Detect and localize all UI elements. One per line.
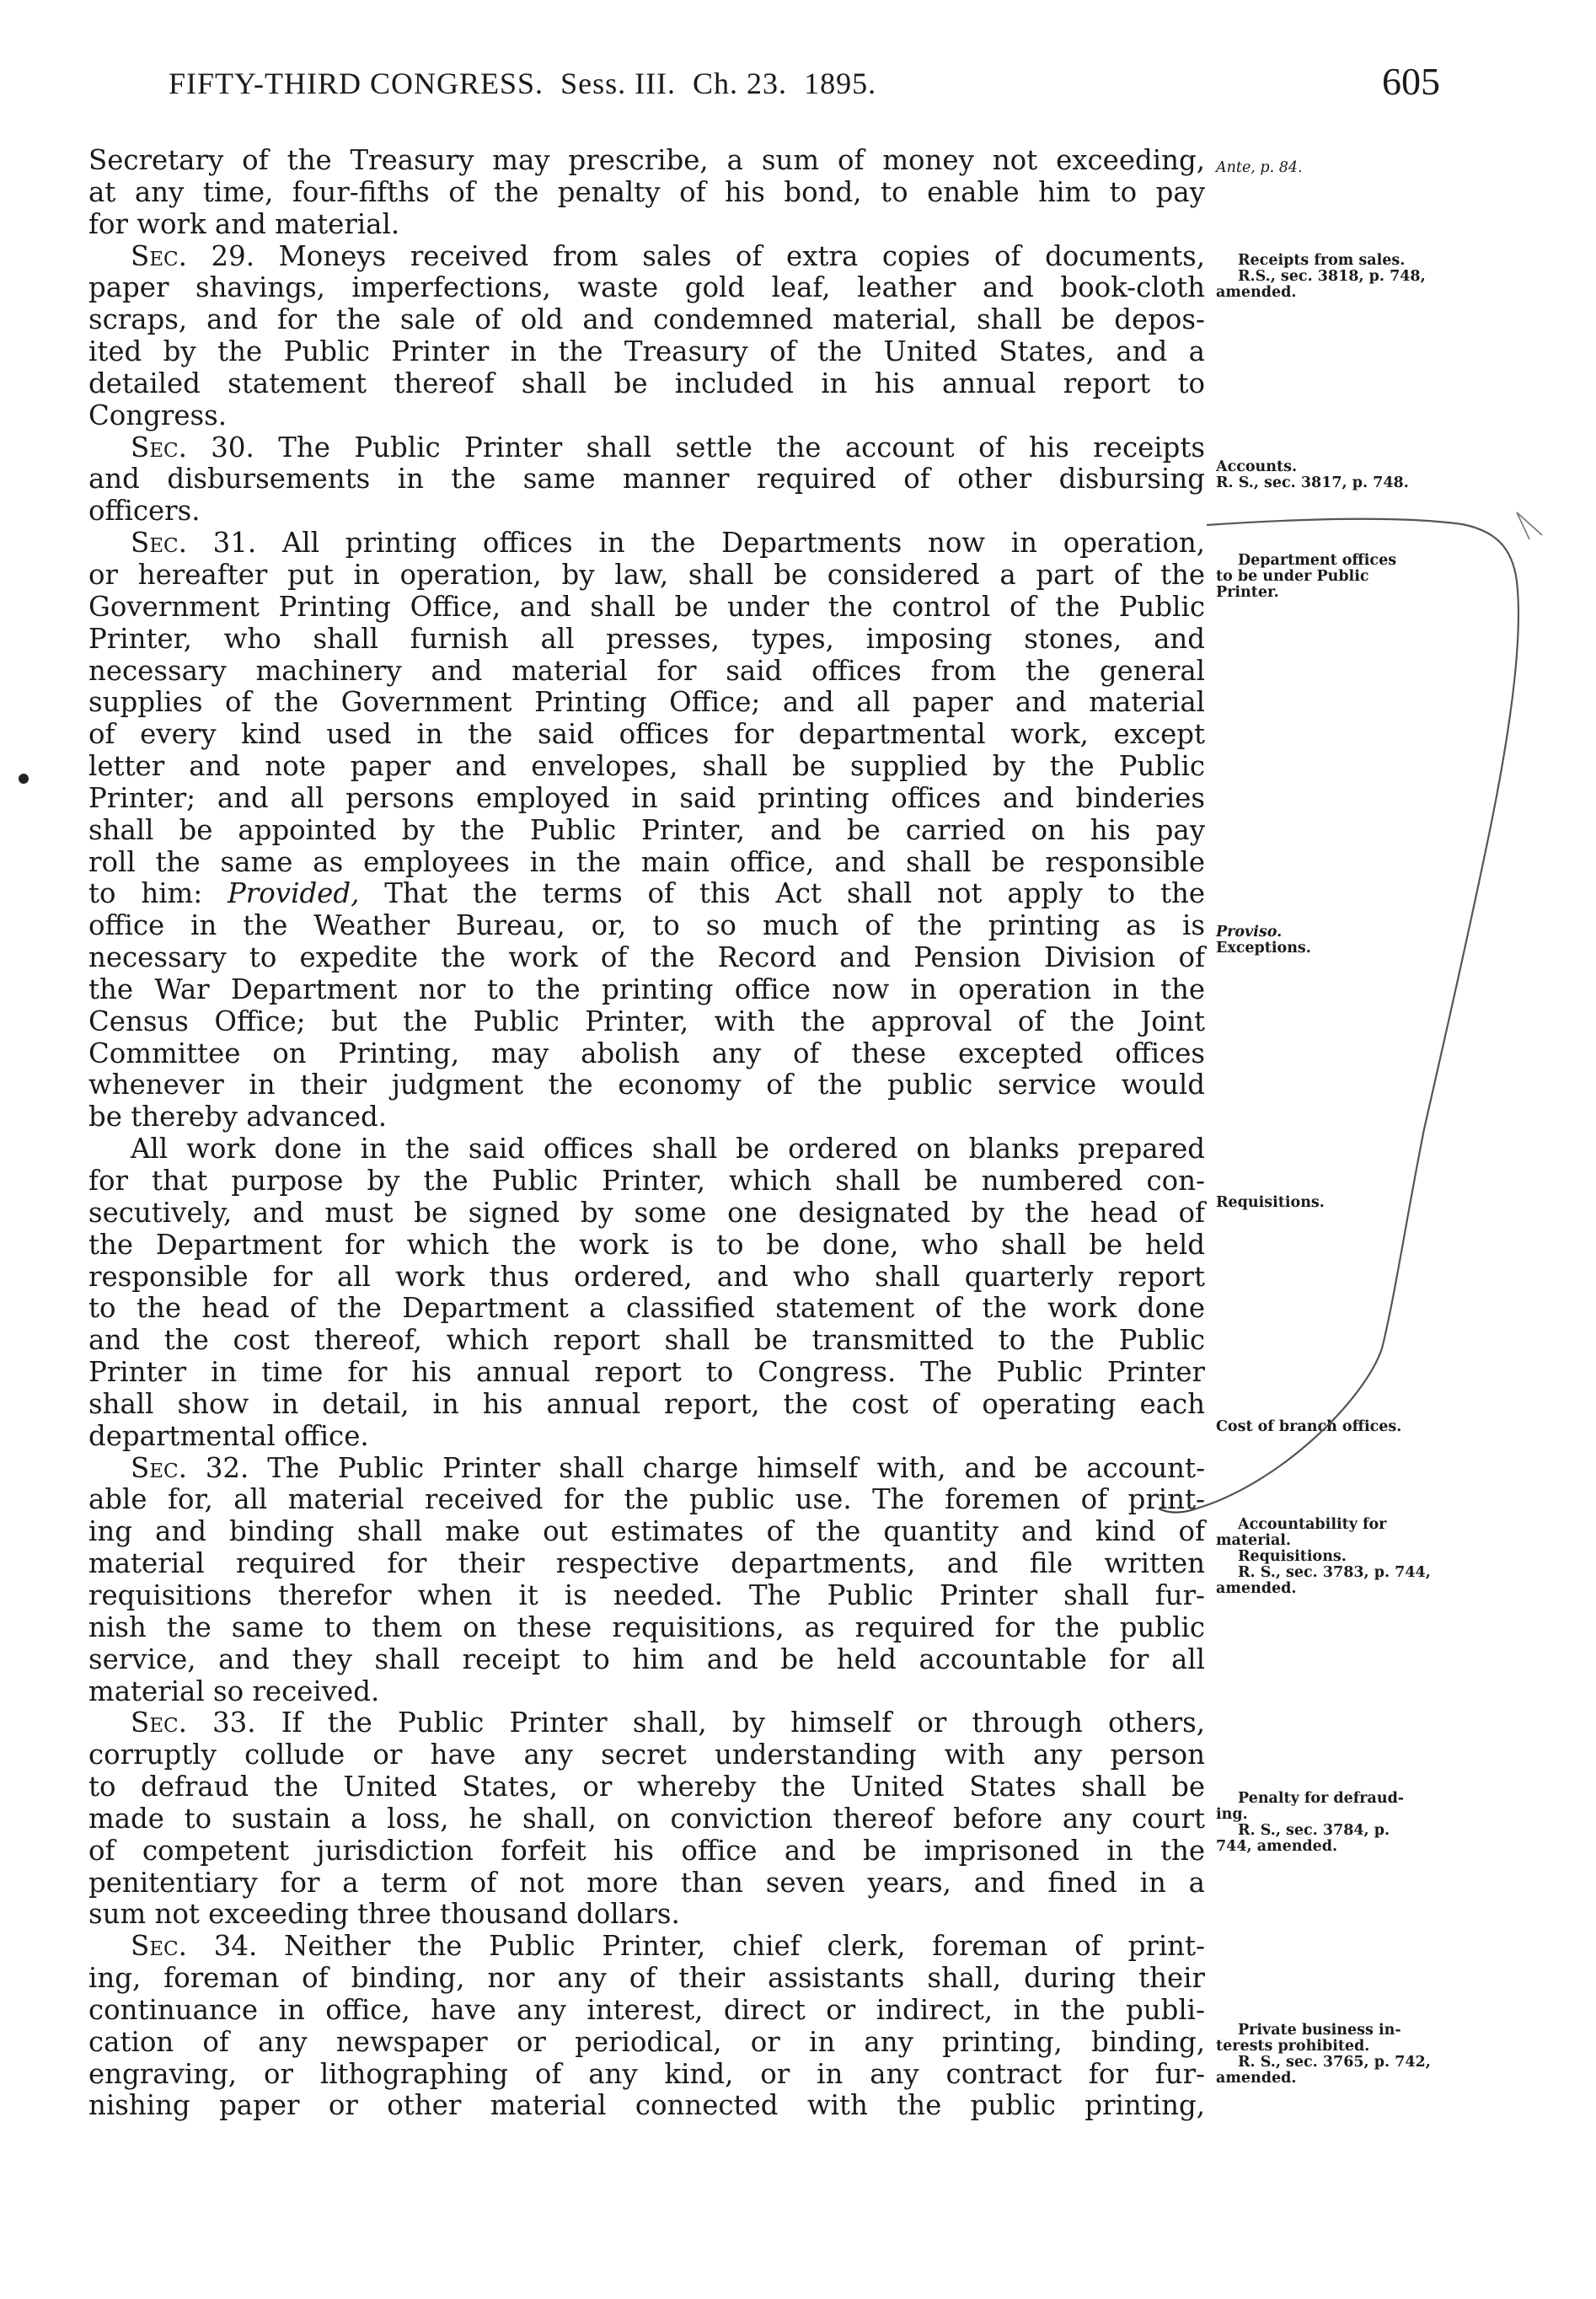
note-line: material. (1216, 1532, 1292, 1549)
section-label: Sec. 32. (131, 1451, 249, 1484)
year: 1895. (804, 67, 877, 100)
note-line: Accountability for (1238, 1516, 1387, 1533)
text-run: The Public Printer shall settle the account of his receipts (278, 431, 1206, 464)
text-line (88, 878, 1205, 910)
statute-text (88, 145, 1205, 2122)
text-line: the Department for which the work is to be done, who shall be held (88, 1228, 1205, 1261)
text-line: nish the same to them on these requisitions, as required for the public (88, 1610, 1205, 1643)
text-line: Census Office; but the Public Printer, with the approval of the Joint (88, 1005, 1205, 1037)
congress-title: FIFTY-THIRD CONGRESS. (169, 67, 544, 100)
text-line: sum not exceeding three thousand dollars. (88, 1898, 680, 1931)
section-label: Sec. 33. (131, 1707, 256, 1739)
pencil-bracket-line (1197, 519, 1518, 1509)
text-line: Printer; and all persons employed in said printing offices and binderies (88, 781, 1205, 814)
margin-dot (19, 774, 29, 784)
margin-note-accounts (1216, 459, 1469, 491)
section-30 (88, 432, 1205, 528)
text-line (88, 432, 1205, 464)
text-run: The Public Printer shall charge himself with, and be account- (267, 1451, 1206, 1484)
section-34 (88, 1931, 1205, 2122)
section-label: Sec. 30. (131, 431, 254, 464)
note-line: Penalty for defraud- (1238, 1790, 1405, 1807)
section-31 (88, 528, 1205, 1133)
text-line: continuance in office, have any interest, direct or indirect, in the publi- (88, 1993, 1205, 2026)
text-line: penitentiary for a term of not more than seven years, and fined in a (88, 1866, 1205, 1899)
text-line: necessary to expedite the work of the Record and Pension Division of (88, 941, 1205, 974)
margin-note-penalty (1216, 1791, 1469, 1855)
margin-note-requisitions: Requisitions. (1216, 1194, 1325, 1211)
note-line: amended. (1216, 284, 1297, 301)
text-line: material required for their respective departments, and file written (88, 1547, 1205, 1580)
proviso-word: Provided, (228, 877, 360, 910)
text-line: of competent jurisdiction forfeit his office and be imprisoned in the (88, 1834, 1205, 1867)
text-line: detailed statement thereof shall be included in his annual report to (88, 367, 1205, 399)
text-line: paper shavings, imperfections, waste gold leaf, leather and book-cloth (88, 271, 1205, 304)
text-line: Secretary of the Treasury may prescribe, a sum of money not exceeding, (88, 144, 1205, 176)
text-line: departmental office. (88, 1419, 369, 1452)
text-line: Committee on Printing, may abolish any of these excepted offices (88, 1037, 1205, 1069)
text-line: Government Printing Office, and shall be under the control of the Public (88, 590, 1205, 623)
note-line: Printer. (1216, 584, 1279, 601)
text-line: office in the Weather Bureau, or, to so much of the printing as is (88, 909, 1205, 942)
text-line: the War Department nor to the printing office now in operation in the (88, 973, 1205, 1005)
text-line: or hereafter put in operation, by law, shall be considered a part of the (88, 558, 1205, 591)
text-line (88, 1707, 1205, 1739)
note-line: Department offices (1238, 552, 1397, 569)
text-run: All printing offices in the Departments now in operation, (281, 527, 1205, 560)
paragraph-continuation (88, 145, 1205, 241)
text-line: necessary machinery and material for said offices from the general (88, 654, 1205, 687)
note-line: Private business in- (1238, 2022, 1401, 2039)
section-29 (88, 241, 1205, 432)
note-line: ing. (1216, 1806, 1248, 1823)
text-line: ing and binding shall make out estimates of the quantity and kind of (88, 1515, 1205, 1548)
margin-note-accountability (1216, 1517, 1469, 1597)
running-head (169, 66, 876, 101)
text-run: If the Public Printer shall, by himself or through others, (281, 1707, 1206, 1739)
text-run: to him: (88, 877, 203, 910)
text-line: for work and material. (88, 207, 400, 240)
note-line: Requisitions. (1238, 1548, 1347, 1565)
note-line: to be under Public (1216, 568, 1369, 585)
text-line: to the head of the Department a classified statement of the work done (88, 1292, 1205, 1325)
section-33 (88, 1707, 1205, 1931)
text-line: material so received. (88, 1675, 380, 1707)
note-line: Receipts from sales. (1238, 252, 1406, 269)
text-line: to defraud the United States, or whereby the United States shall be (88, 1771, 1205, 1803)
text-line: of every kind used in the said offices for departmental work, except (88, 718, 1205, 751)
text-line: Printer in time for his annual report to Congress. The Public Printer (88, 1356, 1205, 1389)
note-line: amended. (1216, 2070, 1297, 2087)
note-line: Accounts. (1216, 458, 1298, 475)
section-label: Sec. 34. (131, 1930, 258, 1963)
margin-note-receipts (1216, 253, 1469, 301)
page-number: 605 (1382, 60, 1440, 103)
text-line: made to sustain a loss, he shall, on conviction thereof before any court (88, 1802, 1205, 1835)
note-line: 744, amended. (1216, 1838, 1338, 1855)
text-line: Printer, who shall furnish all presses, types, imposing stones, and (88, 622, 1205, 655)
note-line: R.S., sec. 3818, p. 748, (1238, 268, 1426, 285)
note-line: Proviso. (1216, 924, 1283, 940)
note-line: R. S., sec. 3817, p. 748. (1216, 474, 1409, 491)
text-line: shall be appointed by the Public Printer, and be carried on his pay (88, 813, 1205, 846)
pencil-top-hook (1517, 512, 1542, 539)
text-line (88, 241, 1205, 273)
text-line: able for, all material received for the public use. The foremen of print- (88, 1483, 1205, 1516)
note-line: Exceptions. (1216, 940, 1311, 957)
text-line: cation of any newspaper or periodical, or in any printing, binding, (88, 2025, 1205, 2058)
text-line: service, and they shall receipt to him and be held accountable for all (88, 1643, 1205, 1675)
text-line: officers. (88, 495, 201, 528)
note-line: terests prohibited. (1216, 2038, 1370, 2055)
session: Sess. III. (560, 67, 677, 100)
text-line: ing, foreman of binding, nor any of their assistants shall, during their (88, 1962, 1205, 1995)
margin-note-proviso (1216, 924, 1469, 957)
text-line: letter and note paper and envelopes, shall be supplied by the Public (88, 750, 1205, 783)
text-line: secutively, and must be signed by some one designated by the head of (88, 1196, 1205, 1229)
text-line: requisitions therefor when it is needed. The Public Printer shall fur- (88, 1578, 1205, 1611)
text-run: Moneys received from sales of extra copies of documents, (278, 239, 1206, 272)
text-line (88, 1931, 1205, 1963)
note-line: R. S., sec. 3765, p. 742, (1238, 2054, 1431, 2071)
text-line: engraving, or lithographing of any kind, or in any contract for fur- (88, 2057, 1205, 2090)
text-line (88, 1453, 1205, 1485)
text-line: and the cost thereof, which report shall be transmitted to the Public (88, 1324, 1205, 1357)
text-line: supplies of the Government Printing Office; and all paper and material (88, 686, 1205, 719)
text-run: That the terms of this Act shall not apply to the (384, 877, 1206, 910)
text-line: for that purpose by the Public Printer, which shall be numbered con- (88, 1165, 1205, 1197)
note-line: R. S., sec. 3784, p. (1238, 1822, 1390, 1839)
text-line: at any time, four-fifths of the penalty of his bond, to enable him to pay (88, 175, 1205, 208)
text-line: and disbursements in the same manner required of other disbursing (88, 463, 1205, 496)
text-line: corruptly collude or have any secret understanding with any person (88, 1739, 1205, 1771)
text-line: All work done in the said offices shall be ordered on blanks prepared (131, 1133, 1205, 1166)
section-label: Sec. 31. (131, 527, 257, 560)
text-line: Congress. (88, 399, 228, 431)
note-line: R. S., sec. 3783, p. 744, (1238, 1564, 1431, 1581)
text-line: whenever in their judgment the economy of the public service would (88, 1069, 1205, 1101)
text-line: responsible for all work thus ordered, and who shall quarterly report (88, 1260, 1205, 1293)
paragraph-work-orders (88, 1133, 1205, 1452)
section-label: Sec. 29. (131, 239, 254, 272)
margin-note-ante: Ante, p. 84. (1216, 159, 1303, 176)
margin-note-cost: Cost of branch offices. (1216, 1418, 1402, 1435)
margin-note-private-business (1216, 2023, 1469, 2087)
text-line: nishing paper or other material connected with the public printing, (88, 2089, 1205, 2122)
text-run: Neither the Public Printer, chief clerk, foreman of print- (284, 1930, 1205, 1963)
text-line: roll the same as employees in the main office, and shall be responsible (88, 845, 1205, 878)
text-line (88, 528, 1205, 560)
text-line: shall show in detail, in his annual report, the cost of operating each (88, 1387, 1205, 1420)
text-line: be thereby advanced. (88, 1101, 388, 1133)
text-line: scraps, and for the sale of old and condemned material, shall be depos- (88, 303, 1205, 336)
chapter: Ch. 23. (693, 67, 788, 100)
text-line: ited by the Public Printer in the Treasury of the United States, and a (88, 335, 1205, 368)
section-32 (88, 1453, 1205, 1708)
note-line: amended. (1216, 1580, 1297, 1597)
margin-note-department-offices (1216, 553, 1469, 601)
